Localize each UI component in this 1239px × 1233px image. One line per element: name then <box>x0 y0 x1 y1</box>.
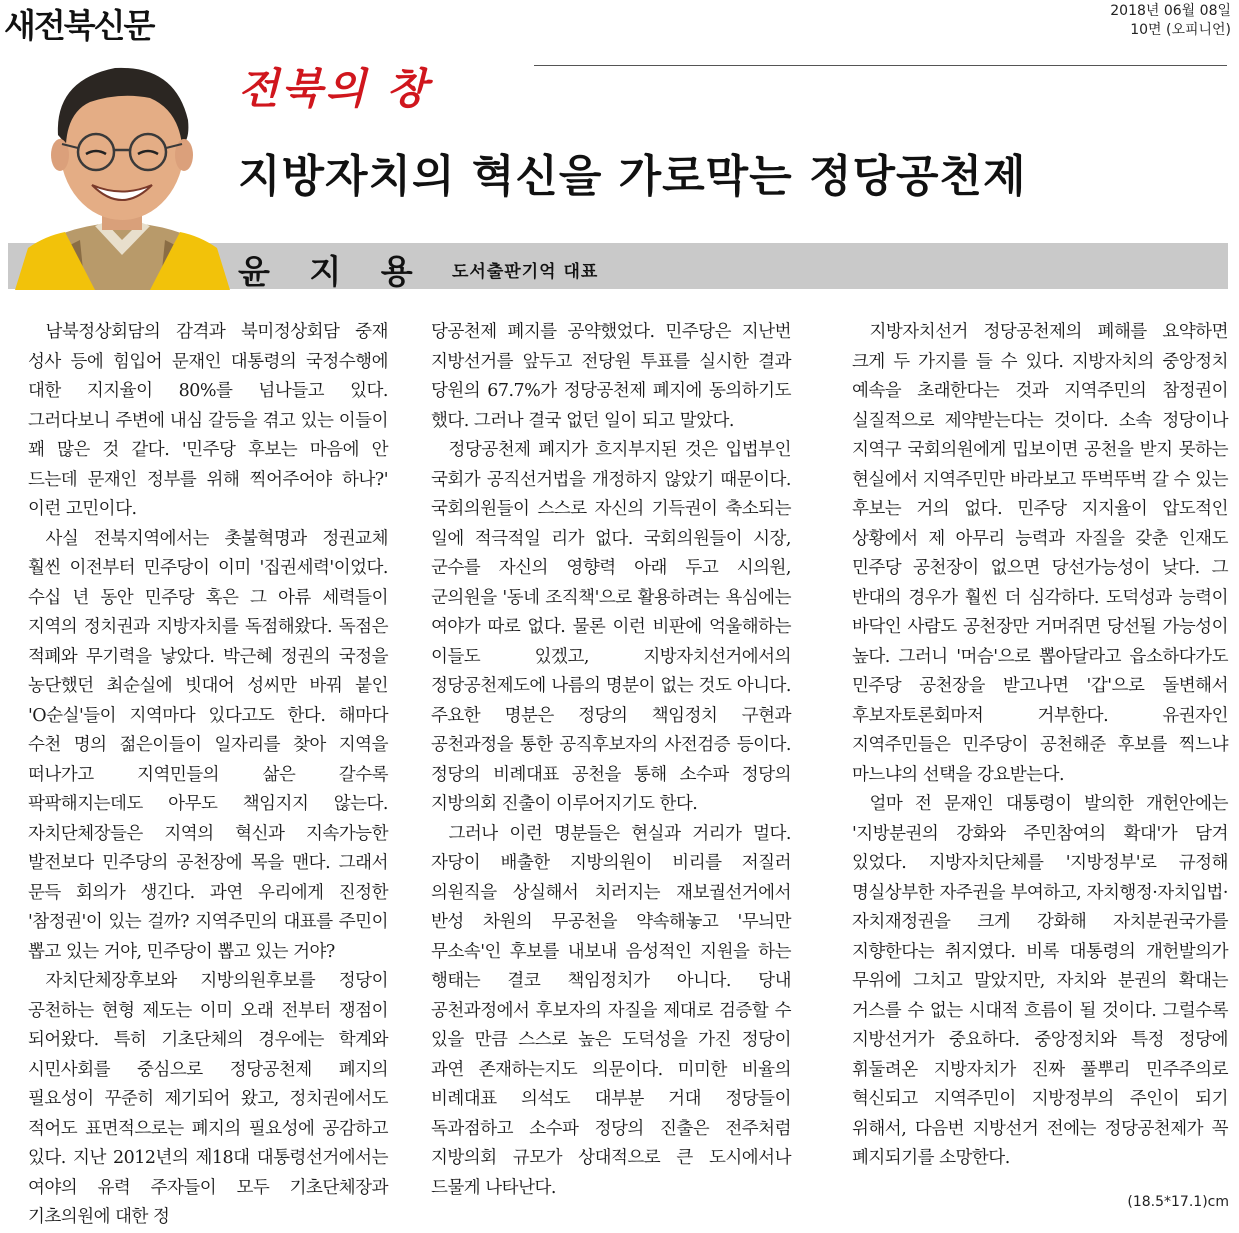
article-column-2 <box>431 318 791 1198</box>
paragraph: 정당공천제 폐지가 흐지부지된 것은 입법부인 국회가 공직선거법을 개정하지 않았기 때문이다. 국회의원들이 스스로 자신의 기득권이 축소되는 일에 적극적일 리가 없다. 국회의원들이 시장, 군수를 자신의 영향력 아래 두고 시의원, 군의원을 '동네 조직책'으로 활용하려는 욕심에는 여야가 따로 없다. 물론 이런 비판에 억울해하는 이들도 있겠고, 지방자치선거에서의 정당공천제도에 나름의 명분이 없는 것도 아니다. 주요한 명분은 정당의 책임정치 구현과 공천과정을 통한 공직후보자의 사전검증 등이다. 정당의 비례대표 공천을 통해 소수파 정당의 지방의회 진출이 이루어지기도 한다. <box>431 440 791 814</box>
headline: 지방자치의 혁신을 가로막는 정당공천제 <box>238 151 1027 202</box>
paragraph: 지방자치선거 정당공천제의 폐해를 요약하면 크게 두 가지를 들 수 있다. 지방자치의 중앙정치 예속을 초래한다는 것과 지역주민의 참정권이 실질적으로 제약받는다는 것이다. 소속 정당이나 지역구 국회의원에게 밉보이면 공천을 받지 못하는 현실에서 지역주민만 바라보고 뚜벅뚜벅 갈 수 있는 후보는 거의 없다. 민주당 지지율이 압도적인 상황에서 제 아무리 능력과 자질을 갖춘 인재도 민주당 공천장이 없으면 당선가능성이 낮다. 그 반대의 경우가 훨씬 더 심각하다. 도덕성과 능력이 바닥인 사람도 공천장만 거머쥐면 당선될 가능성이 높다. 그러니 '머슴'으로 뽑아달라고 읍소하다가도 민주당 공천장을 받고나면 '갑'으로 돌변해서 후보자토론회마저 거부한다. 유권자인 지역주민들은 민주당이 공천해준 후보를 찍느냐 마느냐의 선택을 강요받는다. <box>852 322 1228 785</box>
publication-date: 2018년 06월 08일 <box>1110 3 1231 19</box>
paragraph: 사실 전북지역에서는 촛불혁명과 정권교체 훨씬 이전부터 민주당이 이미 '집권세력'이었다. 수십 년 동안 민주당 혹은 그 아류 세력들이 지역의 정치권과 지방자치를 독점해왔다. 독점은 적폐와 무기력을 낳았다. 박근혜 정권의 국정을 농단했던 최순실에 빗대어 성씨만 바꿔 붙인 'O순실'들이 지역마다 있다고도 한다. 해마다 수천 명의 젊은이들이 일자리를 찾아 지역을 떠나가고 지역민들의 삶은 갈수록 팍팍해지는데도 아무도 책임지지 않는다. 자치단체장들은 지역의 혁신과 지속가능한 발전보다 민주당의 공천장에 목을 맨다. 그래서 문득 회의가 생긴다. 과연 우리에게 진정한 '참정권'이 있는 걸까? 지역주민의 대표를 주민이 뽑고 있는 거야, 민주당이 뽑고 있는 거야? <box>28 528 388 962</box>
author-portrait <box>10 40 235 290</box>
masthead: 새전북신문 <box>4 6 154 45</box>
article-column-1 <box>28 318 388 1227</box>
column-kicker: 전북의 창 <box>238 64 430 113</box>
article-column-3 <box>852 318 1228 1186</box>
paragraph: 당공천제 폐지를 공약했었다. 민주당은 지난번 지방선거를 앞두고 전당원 투표를 실시한 결과 당원의 67.7%가 정당공천제 폐지에 동의하기도 했다. 그러나 결국 없던 일이 되고 말았다. <box>431 322 791 431</box>
dateline <box>1110 2 1231 40</box>
author-title: 도서출판기억 대표 <box>452 262 599 282</box>
paragraph: 그러나 이런 명분들은 현실과 거리가 멀다. 자당이 배출한 지방의원이 비리를 저질러 의원직을 상실해서 치러지는 재보궐선거에서 반성 차원의 무공천을 약속해놓고 '무늬만 무소속'인 후보를 내보내 음성적인 지원을 하는 행태는 결코 책임정치가 아니다. 당내 공천과정에서 후보자의 자질을 제대로 검증할 수 있을 만큼 스스로 높은 도덕성을 가진 정당이 과연 존재하는지도 의문이다. 미미한 비율의 비례대표 의석도 대부분 거대 정당들이 독과점하고 소수파 정당의 진출은 전주처럼 지방의회 규모가 상대적으로 큰 도시에서나 드물게 나타난다. <box>431 823 791 1198</box>
paragraph: 자치단체장후보와 지방의원후보를 정당이 공천하는 현형 제도는 이미 오래 전부터 쟁점이 되어왔다. 특히 기초단체의 경우에는 학계와 시민사회를 중심으로 정당공천제 폐지의 필요성이 꾸준히 제기되어 왔고, 정치권에서도 적어도 표면적으로는 폐지의 필요성에 공감하고 있다. 지난 2012년의 제18대 대통령선거에서는 여야의 유력 주자들이 모두 기초단체장과 기초의원에 대한 정 <box>28 971 388 1227</box>
top-rule <box>534 65 1227 66</box>
article-size-note: (18.5*17.1)cm <box>1127 1194 1229 1210</box>
paragraph: 남북정상회담의 감격과 북미정상회담 중재 성사 등에 힘입어 문재인 대통령의 국정수행에 대한 지지율이 80%를 넘나들고 있다. 그러다보니 주변에 내심 갈등을 겪고 있는 이들이 꽤 많은 것 같다. '민주당 후보는 마음에 안 드는데 문재인 정부를 위해 찍어주어야 하나?' 이런 고민이다. <box>28 322 388 519</box>
paragraph: 얼마 전 문재인 대통령이 발의한 개헌안에는 '지방분권의 강화와 주민참여의 확대'가 담겨 있었다. 지방자치단체를 '지방정부'로 규정해 명실상부한 자주권을 부여하고, 자치행정·자치입법·자치재정권을 크게 강화해 자치분권국가를 지향한다는 취지였다. 비록 대통령의 개헌발의가 무위에 그치고 말았지만, 자치와 분권의 확대는 거스를 수 없는 시대적 흐름이 될 것이다. 그럴수록 지방선거가 중요하다. 중앙정치와 특정 정당에 휘둘려온 지방자치가 진짜 풀뿌리 민주주의로 혁신되고 지역주민이 지방정부의 주인이 되기 위해서, 다음번 지방선거 전에는 정당공천제가 꼭 폐지되기를 소망한다. <box>852 794 1228 1168</box>
page-section: 10면 (오피니언) <box>1130 22 1231 38</box>
author-name: 윤 지 용 <box>238 252 427 291</box>
